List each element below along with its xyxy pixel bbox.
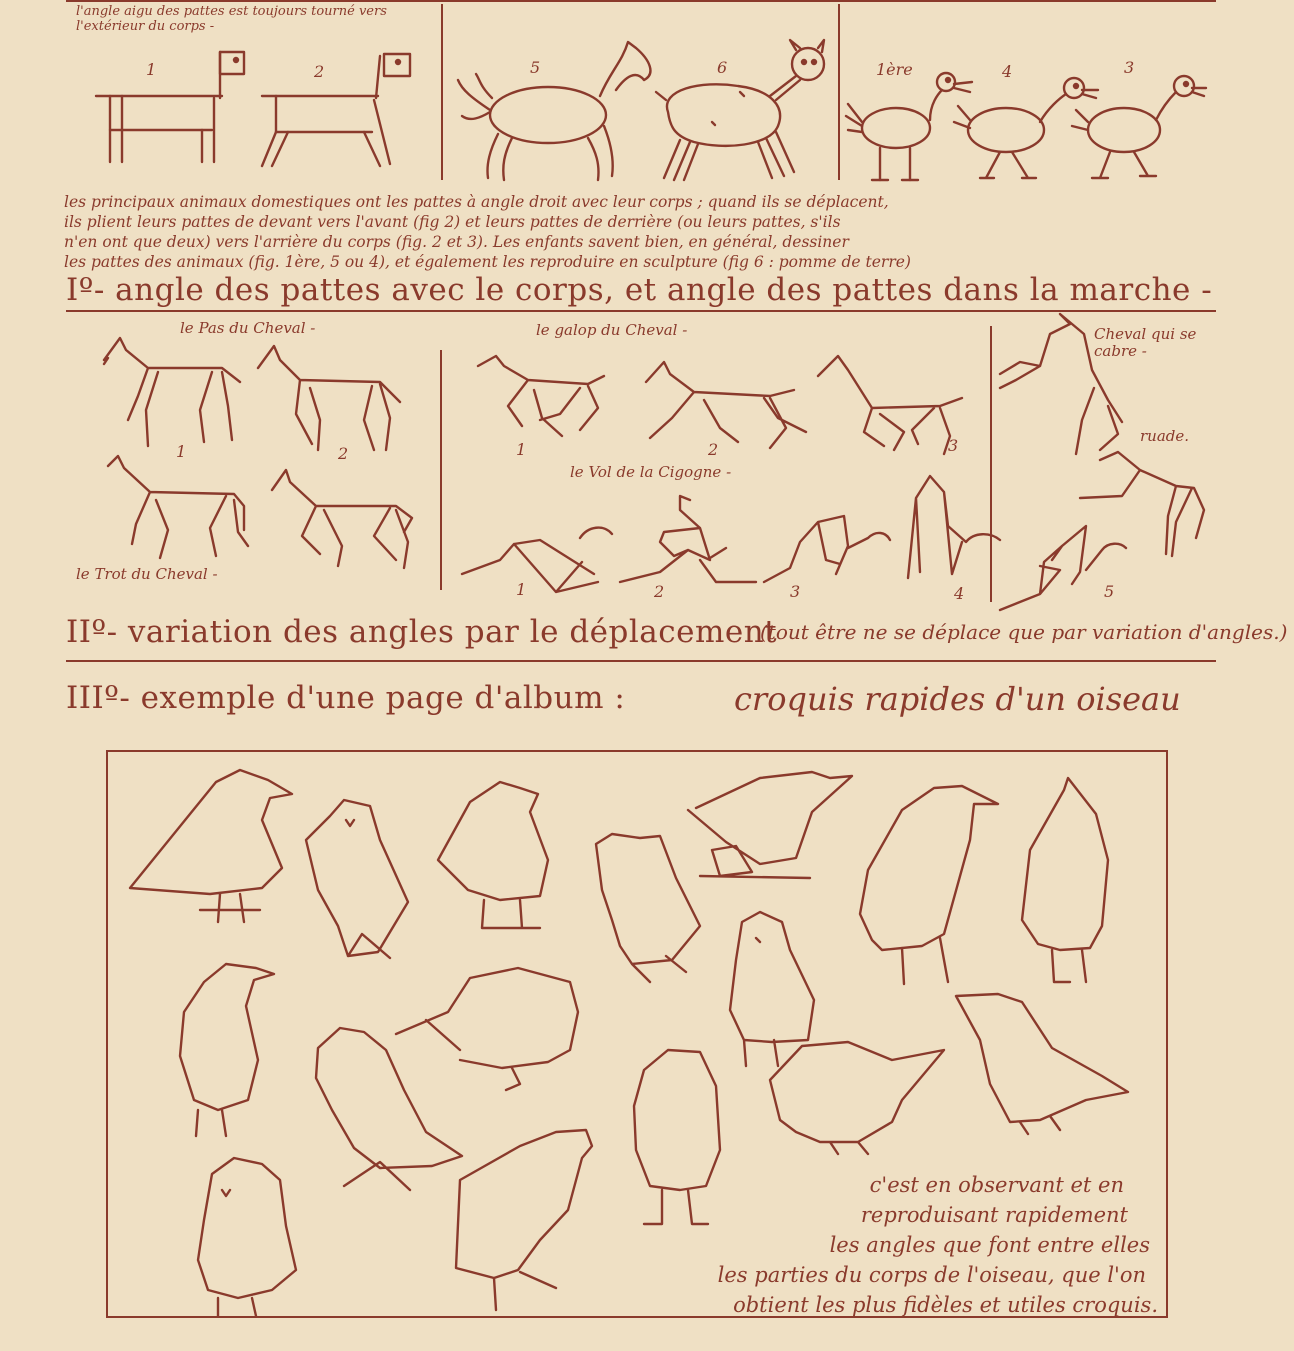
bird-sketch [956, 994, 1128, 1134]
bird-fig-3 [1072, 76, 1206, 178]
caption-line: reproduisant rapidement [860, 1203, 1128, 1227]
stork-flight-5 [1000, 526, 1126, 610]
horse-walk-1 [104, 338, 240, 446]
bird-sketch [730, 912, 814, 1066]
section3-heading-main: IIIº- exemple d'une page d'album : [66, 680, 626, 716]
section2-heading-main: IIº- variation des angles par le déplacement [66, 614, 778, 650]
album-caption [662, 1170, 1162, 1320]
fig-number: 2 [654, 582, 665, 601]
bird-sketch [306, 800, 408, 958]
animal-fig-6 [656, 40, 824, 180]
fig-number: 1 [176, 442, 187, 461]
animal-fig-2 [262, 54, 410, 166]
animal-fig-1 [96, 52, 244, 162]
paragraph-line: n'en ont que deux) vers l'arrière du corps (fig. 2 et 3). Les enfants savent bien, en général, dessiner [64, 233, 849, 251]
bird-sketch [860, 786, 998, 984]
fig-number: 1 [146, 60, 157, 79]
fig-number: 3 [948, 436, 959, 455]
stork-flight-3 [764, 516, 890, 582]
horse-rearing [1000, 314, 1122, 454]
horse-trot-1 [108, 456, 248, 558]
animal-fig-5 [458, 42, 650, 180]
horse-gallop-2 [646, 362, 806, 448]
fig-number: 2 [338, 444, 349, 463]
paragraph-line: les principaux animaux domestiques ont les pattes à angle droit avec leur corps ; quand ils se déplacent, [64, 193, 889, 211]
fig-number: 3 [1124, 58, 1135, 77]
vol-label: le Vol de la Cigogne - [570, 463, 732, 481]
bird-sketch [198, 1158, 296, 1316]
section2-drawings [0, 310, 1294, 630]
fig-number: 5 [530, 58, 541, 77]
bird-fig-1ere [846, 73, 972, 180]
stork-flight-1 [462, 528, 612, 592]
bird-sketch [396, 968, 578, 1090]
section1-heading: Iº- angle des pattes avec le corps, et angle des pattes dans la marche - [66, 272, 1213, 308]
fig-number: 4 [1002, 62, 1013, 81]
fig-number: 1 [516, 440, 527, 459]
rule-2 [66, 660, 1216, 662]
caption-line: les angles que font entre elles [829, 1233, 1150, 1257]
stork-flight-2 [620, 496, 756, 582]
galop-label: le galop du Cheval - [536, 321, 688, 339]
bird-sketch [456, 1130, 592, 1310]
fig-number: 1 [516, 580, 527, 599]
fig-number: 3 [790, 582, 801, 601]
caption-line: c'est en observant et en [869, 1173, 1124, 1197]
bird-sketch [688, 772, 852, 878]
bird-sketch [316, 1028, 462, 1190]
paragraph-line: les pattes des animaux (fig. 1ère, 5 ou 4), et également les reproduire en sculpture (fig 6 : pomme de terre) [64, 253, 911, 271]
section1-paragraph [64, 192, 1234, 272]
bird-sketch [1022, 778, 1108, 982]
bird-sketch [180, 964, 274, 1136]
bird-sketch [770, 1042, 944, 1154]
horse-trot-2 [272, 470, 412, 568]
section1-drawings [0, 0, 1294, 190]
bird-sketch [130, 770, 292, 922]
paragraph-line: ils plient leurs pattes de devant vers l'avant (fig 2) et leurs pattes de derrière (ou leurs pattes, s'ils [64, 213, 841, 231]
ruade-label: ruade. [1140, 427, 1190, 445]
bird-sketch [438, 782, 548, 928]
fig-number: 6 [717, 58, 728, 77]
horse-gallop-1 [478, 356, 604, 436]
trot-label: le Trot du Cheval - [76, 565, 218, 583]
section3-heading-italic: croquis rapides d'un oiseau [734, 680, 1181, 718]
fig-number: 1ère [876, 60, 913, 79]
cabre-label: Cheval qui se cabre - [1094, 325, 1197, 360]
horse-gallop-3 [818, 356, 962, 454]
section2-heading-paren: (tout être ne se déplace que par variation d'angles.) [760, 620, 1288, 644]
horse-kicking [1080, 452, 1204, 556]
fig-number: 5 [1104, 582, 1115, 601]
top-note: l'angle aigu des pattes est toujours tourné vers l'extérieur du corps - [76, 4, 387, 34]
bird-sketch [596, 834, 700, 982]
stork-flight-4 [908, 476, 1000, 578]
horse-walk-2 [258, 346, 400, 450]
caption-line: obtient les plus fidèles et utiles croquis. [733, 1293, 1158, 1317]
pas-label: le Pas du Cheval - [180, 319, 316, 337]
fig-number: 2 [708, 440, 719, 459]
fig-number: 4 [954, 584, 965, 603]
caption-line: les parties du corps de l'oiseau, que l'on [717, 1263, 1146, 1287]
fig-number: 2 [314, 62, 325, 81]
